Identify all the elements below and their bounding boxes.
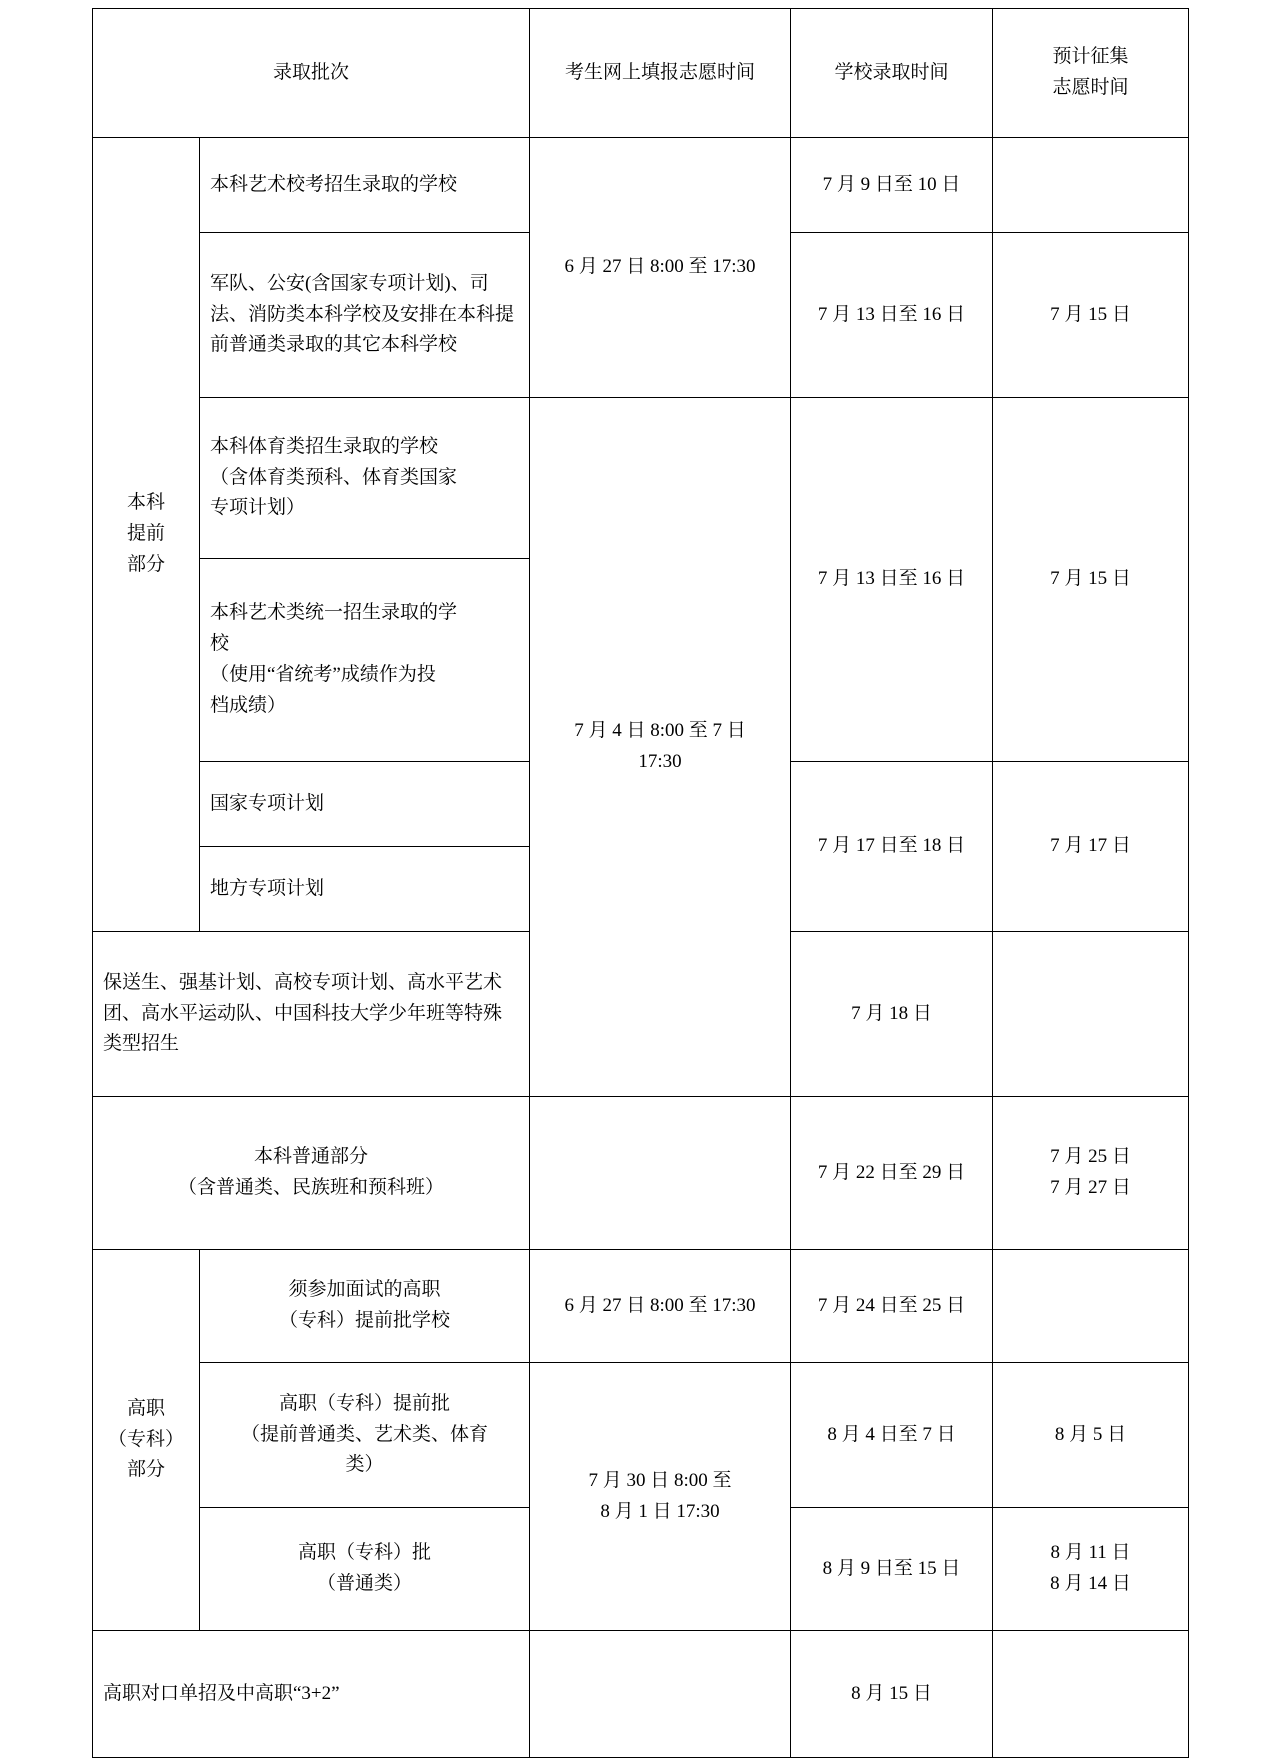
- row3-fill-line2: 17:30: [638, 751, 682, 772]
- row10-item-line3: 类）: [345, 1454, 384, 1476]
- table-row: [93, 1097, 1189, 1250]
- header-batch: 录取批次: [93, 9, 530, 138]
- header-admit-time: 学校录取时间: [791, 9, 993, 138]
- group-label-line2: 提前: [126, 523, 165, 545]
- row2-admit-time: 7 月 13 日至 16 日: [791, 233, 993, 398]
- row10-fill-time: [530, 1363, 791, 1631]
- row8-title-line2: （含普通类、民族班和预科班）: [178, 1177, 445, 1198]
- row8-collect-line2: 7 月 27 日: [1050, 1177, 1131, 1198]
- row3-fill-line1: 7 月 4 日 8:00 至 7 日: [574, 720, 746, 742]
- row4-item-line4: 档成绩）: [210, 694, 287, 716]
- row1-admit-time: 7 月 9 日至 10 日: [791, 138, 993, 233]
- row11-collect-line2: 8 月 14 日: [1050, 1573, 1131, 1594]
- group-label-line3: 部分: [126, 553, 165, 575]
- row9-admit-time: 7 月 24 日至 25 日: [791, 1250, 993, 1363]
- row10-collect-time: 8 月 5 日: [993, 1363, 1189, 1508]
- row10-admit-time: 8 月 4 日至 7 日: [791, 1363, 993, 1508]
- table-row: [93, 398, 1189, 559]
- row10-fill-line1: 7 月 30 日 8:00 至: [588, 1469, 732, 1491]
- row9-fill-time: 6 月 27 日 8:00 至 17:30: [530, 1250, 791, 1363]
- admission-schedule-table: [92, 8, 1189, 1758]
- row10-item: [200, 1363, 530, 1508]
- row3-collect-time: 7 月 15 日: [993, 398, 1189, 762]
- row7-collect-time: [993, 932, 1189, 1097]
- row4-item: [200, 559, 530, 762]
- group-undergrad-early: [93, 138, 200, 932]
- row11-item-line2: （普通类）: [317, 1573, 413, 1594]
- row7-item: 保送生、强基计划、高校专项计划、高水平艺术团、高水平运动队、中国科技大学少年班等特殊类型招生: [93, 932, 530, 1097]
- row8-collect-line1: 7 月 25 日: [1050, 1146, 1131, 1168]
- row12-fill-time: [530, 1631, 791, 1758]
- group-vocational-line2: （专科）: [107, 1428, 184, 1450]
- group-label-line1: 本科: [126, 492, 165, 514]
- row4-item-line3: （使用“省统考”成绩作为投: [210, 664, 436, 685]
- row11-collect-time: [993, 1508, 1189, 1631]
- row2-collect-time: 7 月 15 日: [993, 233, 1189, 398]
- row1-collect-time: [993, 138, 1189, 233]
- table-row: [93, 1363, 1189, 1508]
- row12-item: 高职对口单招及中高职“3+2”: [93, 1631, 530, 1758]
- table-row: [93, 1631, 1189, 1758]
- row8-admit-time: 7 月 22 日至 29 日: [791, 1097, 993, 1250]
- row11-collect-line1: 8 月 11 日: [1050, 1542, 1131, 1564]
- row9-item: [200, 1250, 530, 1363]
- row7-admit-time: 7 月 18 日: [791, 932, 993, 1097]
- row12-admit-time: 8 月 15 日: [791, 1631, 993, 1758]
- table-row: [93, 138, 1189, 233]
- row11-admit-time: 8 月 9 日至 15 日: [791, 1508, 993, 1631]
- table-row: [93, 1250, 1189, 1363]
- table-header: [93, 9, 1189, 138]
- row8-collect-time: [993, 1097, 1189, 1250]
- row12-collect-time: [993, 1631, 1189, 1758]
- row1-item: 本科艺术校考招生录取的学校: [200, 138, 530, 233]
- row10-fill-line2: 8 月 1 日 17:30: [600, 1500, 720, 1522]
- table-body: [93, 138, 1189, 1758]
- row4-item-line1: 本科艺术类统一招生录取的学: [210, 602, 458, 624]
- row10-item-line1: 高职（专科）提前批: [279, 1392, 451, 1414]
- row8-fill-time: [530, 1097, 791, 1250]
- row11-item: [200, 1508, 530, 1631]
- group-vocational-line3: 部分: [126, 1459, 165, 1481]
- row10-item-line2: （提前普通类、艺术类、体育: [241, 1423, 489, 1445]
- row4-item-line2: 校: [210, 633, 230, 655]
- row9-item-line1: 须参加面试的高职: [288, 1279, 441, 1301]
- row5-collect-time: 7 月 17 日: [993, 762, 1189, 932]
- row1-fill-time: 6 月 27 日 8:00 至 17:30: [530, 138, 791, 398]
- header-row: [93, 9, 1189, 138]
- row2-item: 军队、公安(含国家专项计划)、司法、消防类本科学校及安排在本科提前普通类录取的其它本科学校: [200, 233, 530, 398]
- header-fill-time: 考生网上填报志愿时间: [530, 9, 791, 138]
- row6-item: 地方专项计划: [200, 847, 530, 932]
- group-vocational: [93, 1250, 200, 1631]
- row8-title-line1: 本科普通部分: [254, 1146, 369, 1168]
- header-collect-time: [993, 9, 1189, 138]
- row9-collect-time: [993, 1250, 1189, 1363]
- row9-item-line2: （专科）提前批学校: [279, 1310, 451, 1331]
- row5-admit-time: 7 月 17 日至 18 日: [791, 762, 993, 932]
- row3-fill-time: [530, 398, 791, 1097]
- row8-title: [93, 1097, 530, 1250]
- row3-item: [200, 398, 530, 559]
- row11-item-line1: 高职（专科）批: [298, 1542, 432, 1564]
- header-collect-time-line2: 志愿时间: [1052, 77, 1129, 98]
- group-vocational-line1: 高职: [126, 1397, 165, 1419]
- row3-admit-time: 7 月 13 日至 16 日: [791, 398, 993, 762]
- row3-item-line2: （含体育类预科、体育类国家: [210, 466, 458, 488]
- row3-item-line1: 本科体育类招生录取的学校: [210, 435, 439, 457]
- header-collect-time-line1: 预计征集: [1052, 46, 1129, 68]
- row3-item-line3: 专项计划）: [210, 497, 306, 519]
- row5-item: 国家专项计划: [200, 762, 530, 847]
